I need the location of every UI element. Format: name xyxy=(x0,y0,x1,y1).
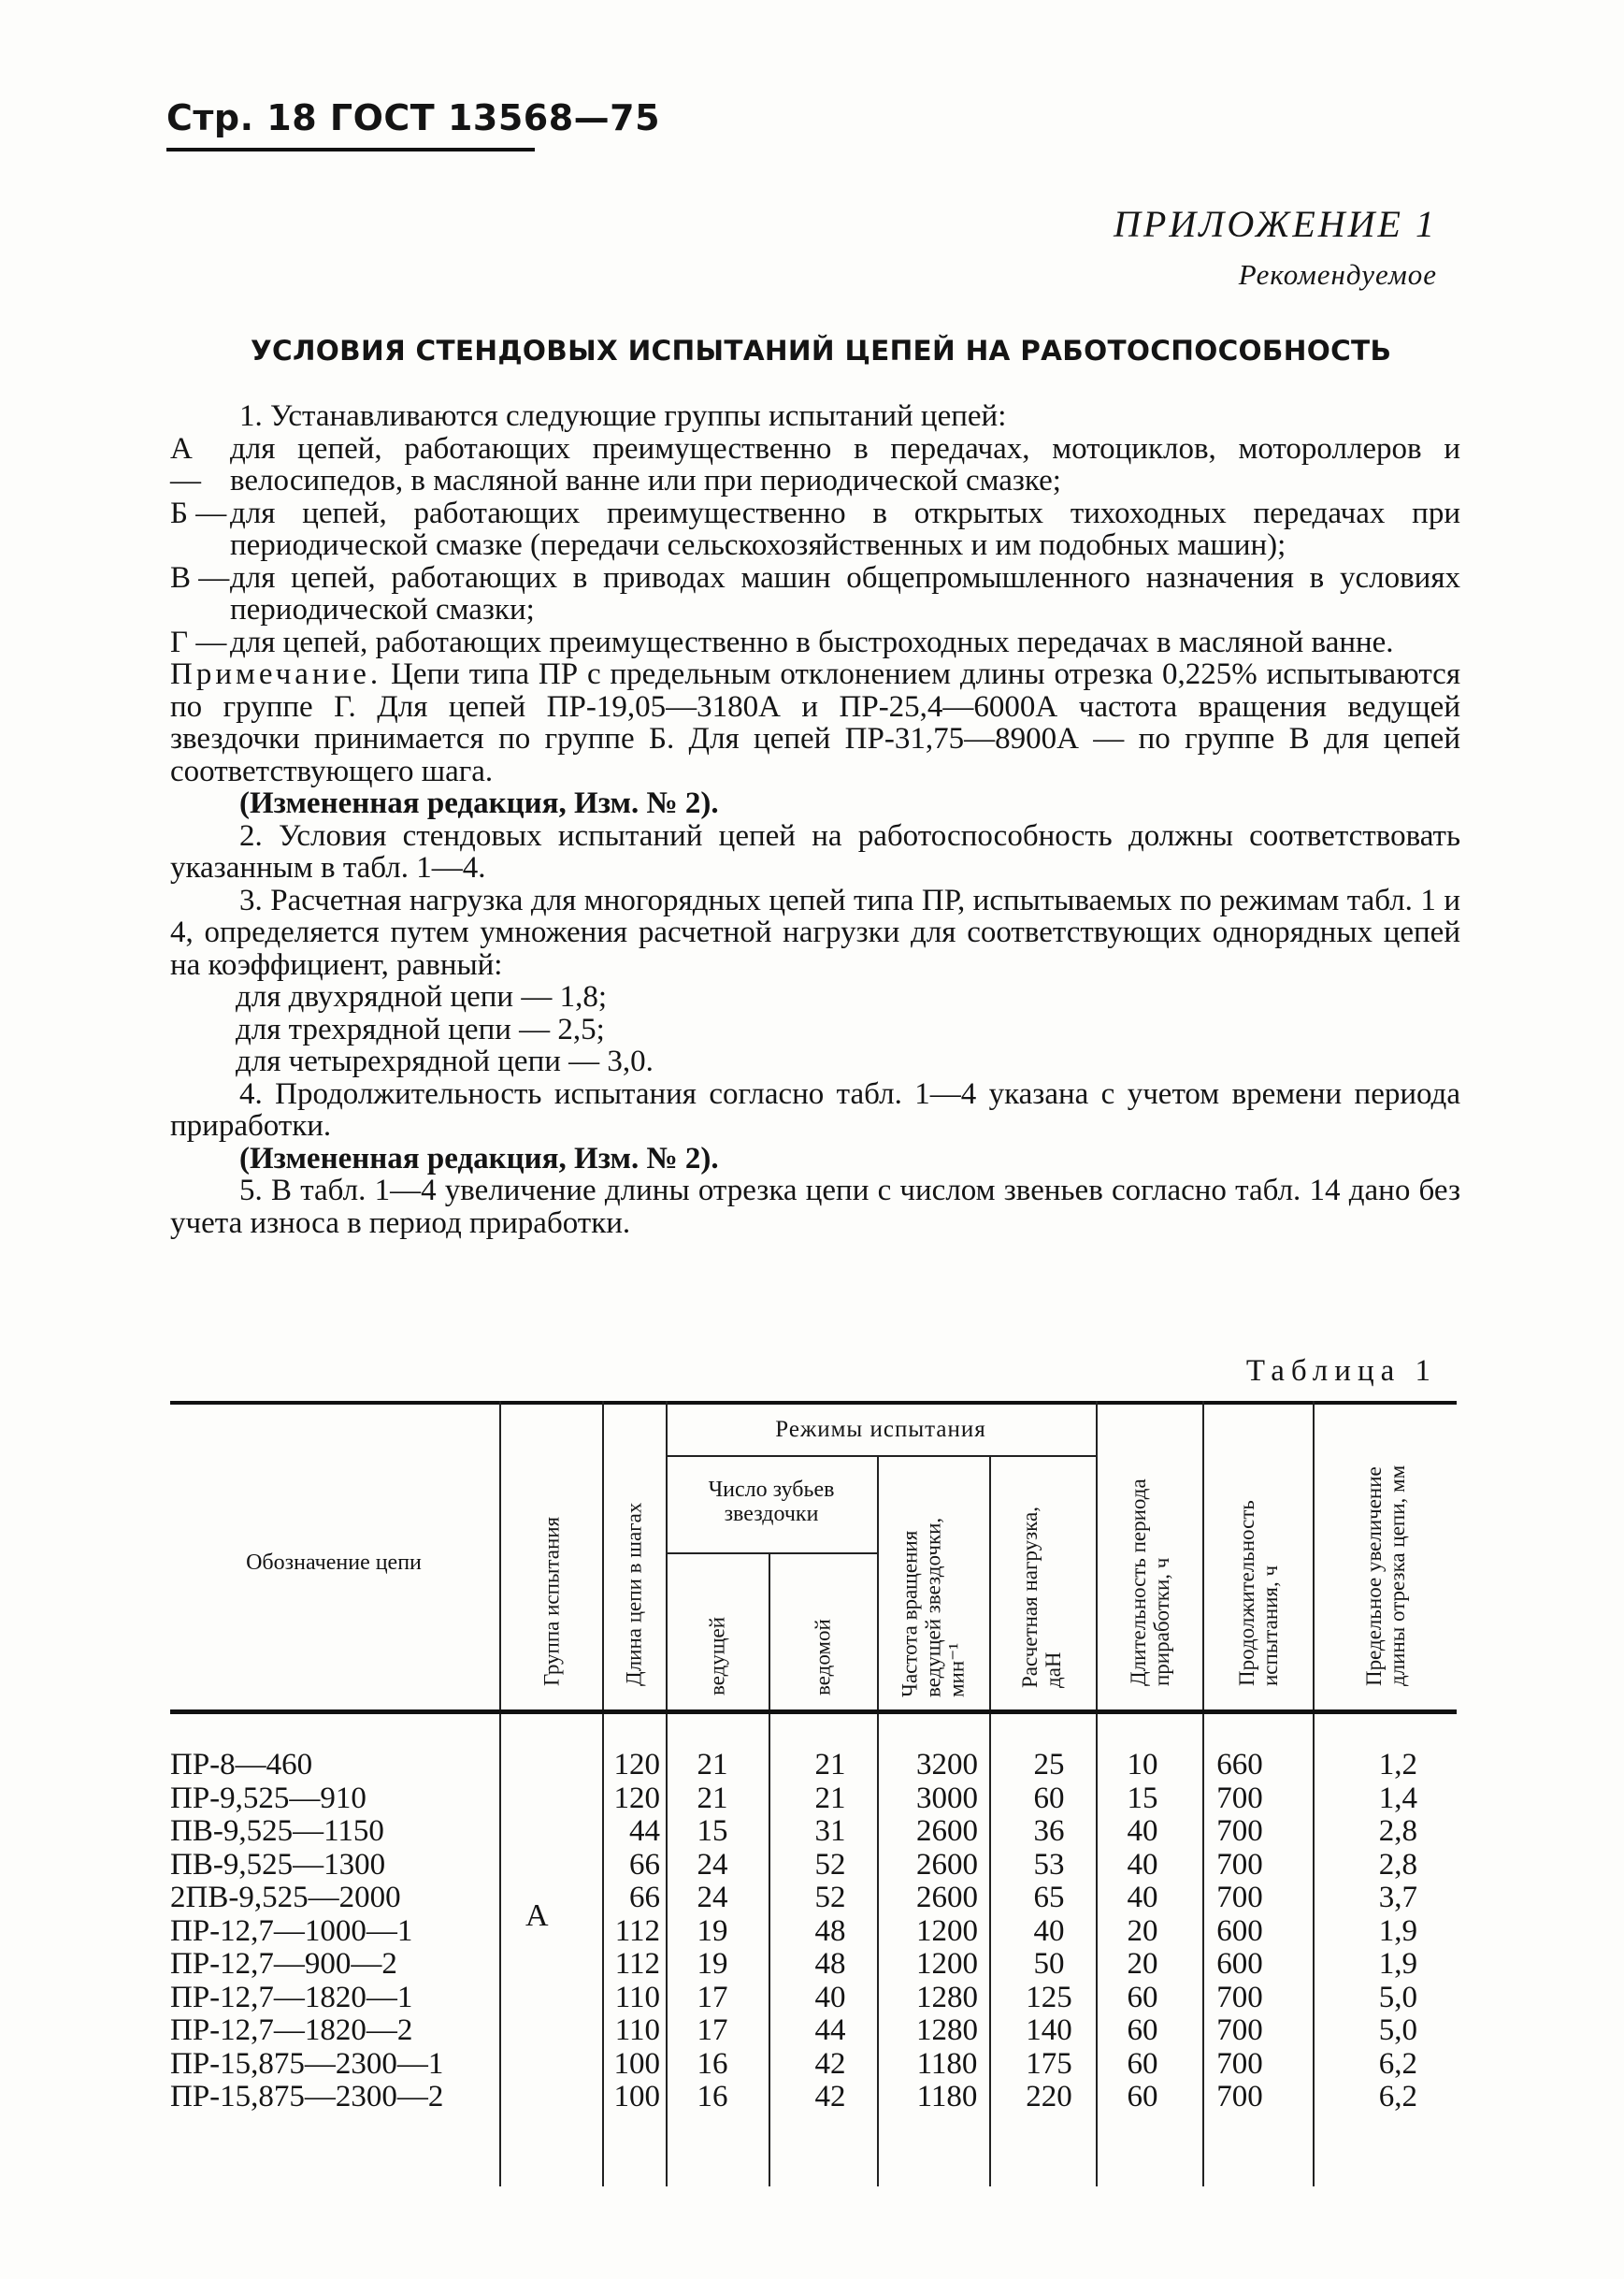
cell-driven-teeth: 44 xyxy=(814,2013,846,2047)
cell-chain-name: ПВ-9,525—1150 xyxy=(170,1814,384,1848)
cell-duration: 700 xyxy=(1216,2046,1263,2081)
group-text: для цепей, работающих преимущественно в передачах, мотоциклов, мотороллеров и велосипедов, в масляной ванне или при периодической смазке; xyxy=(230,431,1460,498)
table-1 xyxy=(170,1401,1457,2205)
cell-load: 65 xyxy=(1033,1881,1065,1914)
cell-length: 120 xyxy=(613,1781,660,1815)
cell-length: 112 xyxy=(614,1913,660,1948)
table-row xyxy=(170,2081,1457,2114)
cell-driven-teeth: 48 xyxy=(814,1947,846,1981)
cell-duration: 700 xyxy=(1216,2080,1263,2113)
amendment-1: (Измененная редакция, Изм. № 2). xyxy=(239,786,719,820)
group-text: для цепей, работающих преимущественно в быстроходных передачах в масляной ванне. xyxy=(230,625,1394,659)
cell-elongation: 5,0 xyxy=(1378,2013,1417,2047)
cell-runin: 20 xyxy=(1127,1913,1158,1948)
cell-load: 50 xyxy=(1033,1947,1065,1981)
table-row xyxy=(170,1882,1457,1915)
table-header-rule xyxy=(170,1709,1457,1714)
note xyxy=(170,658,1460,787)
group-text: для цепей, работающих преимущественно в открытых тихоходных передачах при периодической смазке (передачи сельскохозяйственных и им подобных машин); xyxy=(230,496,1460,562)
page-header: Стр. 18 ГОСТ 13568—75 xyxy=(166,97,661,138)
cell-driven-teeth: 48 xyxy=(814,1913,846,1948)
group-item-b xyxy=(170,498,1460,562)
cell-frequency: 2600 xyxy=(916,1881,978,1914)
cell-runin: 60 xyxy=(1127,1980,1158,2014)
cell-elongation: 1,9 xyxy=(1378,1913,1417,1948)
section-5: 5. В табл. 1—4 увеличение длины отрезка цепи с числом звеньев согласно табл. 14 дано без учета износа в период приработки. xyxy=(170,1174,1460,1240)
cell-duration: 660 xyxy=(1216,1748,1263,1781)
cell-duration: 700 xyxy=(1216,1881,1263,1914)
cell-length: 120 xyxy=(613,1748,660,1781)
appendix-subtitle: Рекомендуемое xyxy=(1238,258,1437,291)
group-item-g xyxy=(170,627,1460,659)
cell-driven-teeth: 42 xyxy=(814,2046,846,2081)
group-letter: Б — xyxy=(170,496,227,530)
cell-driven-teeth: 31 xyxy=(814,1814,846,1848)
header-chain-length: Длина цепи в шагах xyxy=(622,1502,646,1686)
table-row xyxy=(170,1782,1457,1816)
cell-driving-teeth: 19 xyxy=(697,1913,728,1948)
cell-length: 100 xyxy=(613,2046,660,2081)
cell-frequency: 2600 xyxy=(916,1814,978,1848)
table-caption: Таблица 1 xyxy=(1245,1354,1437,1388)
group-text: для цепей, работающих в приводах машин общепромышленного назначения в условиях периодической смазки; xyxy=(230,560,1460,627)
cell-runin: 15 xyxy=(1127,1781,1158,1815)
table-body xyxy=(170,1749,1457,2114)
cell-driven-teeth: 21 xyxy=(814,1748,846,1781)
cell-frequency: 3200 xyxy=(916,1748,978,1781)
table-row xyxy=(170,1915,1457,1949)
cell-load: 140 xyxy=(1026,2013,1072,2047)
header-elongation: Предельное увеличение длины отрезка цепи, мм xyxy=(1362,1464,1409,1686)
cell-driving-teeth: 16 xyxy=(697,2080,728,2113)
coefficient-item: для трехрядной цепи — 2,5; xyxy=(236,1012,605,1046)
cell-length: 44 xyxy=(629,1814,660,1848)
cell-frequency: 1280 xyxy=(916,1980,978,2014)
main-title: УСЛОВИЯ СТЕНДОВЫХ ИСПЫТАНИЙ ЦЕПЕЙ НА РАБОТОСПОСОБНОСТЬ xyxy=(251,335,1392,367)
group-letter: В — xyxy=(170,560,230,595)
header-teeth: Число зубьев звездочки xyxy=(708,1478,835,1526)
group-letter: А — xyxy=(170,431,201,498)
cell-runin: 40 xyxy=(1127,1847,1158,1882)
cell-driving-teeth: 21 xyxy=(697,1781,728,1815)
cell-frequency: 1180 xyxy=(916,2080,978,2113)
cell-load: 220 xyxy=(1026,2080,1072,2113)
cell-driving-teeth: 17 xyxy=(697,1980,728,2014)
cell-runin: 10 xyxy=(1127,1748,1158,1781)
group-a-cell: А xyxy=(525,1898,549,1933)
header-test-group: Группа испытания xyxy=(539,1516,564,1686)
cell-load: 53 xyxy=(1033,1847,1065,1882)
header-driving: ведущей xyxy=(705,1616,729,1695)
header-test-modes: Режимы испытания xyxy=(775,1417,986,1442)
section-4: 4. Продолжительность испытания согласно табл. 1—4 указана с учетом времени периода приработки. xyxy=(170,1076,1460,1143)
cell-runin: 60 xyxy=(1127,2080,1158,2113)
table-row xyxy=(170,1749,1457,1782)
table-top-rule xyxy=(170,1401,1457,1405)
header-runin: Длительность периода приработки, ч xyxy=(1127,1478,1173,1686)
cell-chain-name: ПР-12,7—1820—2 xyxy=(170,2013,413,2047)
cell-driving-teeth: 21 xyxy=(697,1748,728,1781)
section-3: 3. Расчетная нагрузка для многорядных цепей типа ПР, испытываемых по режимам табл. 1 и 4, определяется путем умножения расчетной нагрузки для соответствующих однорядных цепей на коэффициент, равный: xyxy=(170,883,1460,982)
cell-elongation: 6,2 xyxy=(1378,2080,1417,2113)
cell-length: 66 xyxy=(629,1881,660,1914)
cell-elongation: 1,9 xyxy=(1378,1947,1417,1981)
cell-load: 175 xyxy=(1026,2046,1072,2081)
cell-load: 36 xyxy=(1033,1814,1065,1848)
cell-driving-teeth: 24 xyxy=(697,1847,728,1882)
cell-duration: 600 xyxy=(1216,1947,1263,1981)
note-text: Цепи типа ПР с предельным отклонением длины отрезка 0,225% испытываются по группе Г. Для цепей ПР-19,05—3180А и ПР-25,4—6000А частота вращения ведущей звездочки принимается по группе Б. Для цепей ПР-31,75—8900А — по группе В для цепей соответствующего шага. xyxy=(170,657,1460,788)
cell-elongation: 6,2 xyxy=(1378,2046,1417,2081)
header-frequency: Частота вращения ведущей звездочки, мин⁻¹ xyxy=(898,1517,969,1697)
note-label: Примечание. xyxy=(170,657,382,691)
header-load: Расчетная нагрузка, даН xyxy=(1018,1507,1065,1688)
header-duration: Продолжительность испытания, ч xyxy=(1235,1500,1282,1686)
cell-driven-teeth: 52 xyxy=(814,1881,846,1914)
cell-frequency: 1200 xyxy=(916,1913,978,1948)
cell-frequency: 1200 xyxy=(916,1947,978,1981)
cell-chain-name: ПР-9,525—910 xyxy=(170,1781,366,1815)
cell-frequency: 1280 xyxy=(916,2013,978,2047)
cell-driving-teeth: 19 xyxy=(697,1947,728,1981)
cell-driven-teeth: 52 xyxy=(814,1847,846,1882)
appendix-title: ПРИЛОЖЕНИЕ 1 xyxy=(1114,203,1437,245)
cell-runin: 60 xyxy=(1127,2013,1158,2047)
cell-frequency: 1180 xyxy=(916,2046,978,2081)
section-2: 2. Условия стендовых испытаний цепей на работоспособность должны соответствовать указанным в табл. 1—4. xyxy=(170,818,1460,885)
cell-driving-teeth: 24 xyxy=(697,1881,728,1914)
cell-duration: 700 xyxy=(1216,1980,1263,2014)
cell-chain-name: ПР-15,875—2300—1 xyxy=(170,2046,444,2081)
group-item-a xyxy=(170,433,1460,498)
cell-duration: 700 xyxy=(1216,2013,1263,2047)
amendment-2: (Измененная редакция, Изм. № 2). xyxy=(239,1141,719,1176)
cell-runin: 20 xyxy=(1127,1947,1158,1981)
cell-driving-teeth: 16 xyxy=(697,2046,728,2081)
cell-chain-name: ПР-12,7—900—2 xyxy=(170,1947,397,1981)
table-row xyxy=(170,2048,1457,2082)
header-divider xyxy=(666,1552,877,1554)
cell-runin: 40 xyxy=(1127,1814,1158,1848)
cell-load: 125 xyxy=(1026,1980,1072,2014)
cell-elongation: 5,0 xyxy=(1378,1980,1417,2014)
table-row xyxy=(170,1948,1457,1982)
cell-elongation: 3,7 xyxy=(1378,1881,1417,1914)
coefficient-item: для двухрядной цепи — 1,8; xyxy=(236,980,608,1014)
cell-elongation: 2,8 xyxy=(1378,1814,1417,1848)
cell-length: 66 xyxy=(629,1847,660,1882)
header-chain-designation: Обозначение цепи xyxy=(246,1551,422,1575)
coefficient-list xyxy=(170,981,1460,1078)
cell-driving-teeth: 15 xyxy=(697,1814,728,1848)
cell-chain-name: ПР-15,875—2300—2 xyxy=(170,2080,444,2113)
cell-chain-name: ПР-12,7—1000—1 xyxy=(170,1913,413,1948)
coefficient-item: для четырехрядной цепи — 3,0. xyxy=(236,1045,654,1078)
cell-length: 110 xyxy=(614,2013,660,2047)
cell-length: 110 xyxy=(614,1980,660,2014)
table-row xyxy=(170,1849,1457,1882)
table-row xyxy=(170,1982,1457,2015)
cell-elongation: 1,4 xyxy=(1378,1781,1417,1815)
cell-driven-teeth: 42 xyxy=(814,2080,846,2113)
group-letter: Г — xyxy=(170,625,227,659)
cell-chain-name: ПР-8—460 xyxy=(170,1748,313,1781)
header-rule xyxy=(166,148,535,151)
cell-frequency: 2600 xyxy=(916,1847,978,1882)
group-item-v xyxy=(170,562,1460,627)
header-divider xyxy=(666,1455,1096,1457)
cell-duration: 700 xyxy=(1216,1781,1263,1815)
cell-chain-name: 2ПВ-9,525—2000 xyxy=(170,1881,401,1914)
cell-elongation: 1,2 xyxy=(1378,1748,1417,1781)
cell-load: 40 xyxy=(1033,1913,1065,1948)
header-driven: ведомой xyxy=(811,1619,835,1695)
table-row xyxy=(170,1815,1457,1849)
cell-chain-name: ПВ-9,525—1300 xyxy=(170,1847,386,1882)
cell-duration: 600 xyxy=(1216,1913,1263,1948)
cell-duration: 700 xyxy=(1216,1814,1263,1848)
cell-length: 100 xyxy=(613,2080,660,2113)
cell-driven-teeth: 40 xyxy=(814,1980,846,2014)
cell-driving-teeth: 17 xyxy=(697,2013,728,2047)
cell-chain-name: ПР-12,7—1820—1 xyxy=(170,1980,413,2014)
section-1-intro: 1. Устанавливаются следующие группы испытаний цепей: xyxy=(239,399,1007,433)
body-text xyxy=(170,400,1460,1239)
cell-elongation: 2,8 xyxy=(1378,1847,1417,1882)
table-row xyxy=(170,2014,1457,2048)
cell-driven-teeth: 21 xyxy=(814,1781,846,1815)
cell-runin: 60 xyxy=(1127,2046,1158,2081)
cell-load: 25 xyxy=(1033,1748,1065,1781)
cell-load: 60 xyxy=(1033,1781,1065,1815)
cell-runin: 40 xyxy=(1127,1881,1158,1914)
cell-frequency: 3000 xyxy=(916,1781,978,1815)
cell-duration: 700 xyxy=(1216,1847,1263,1882)
cell-length: 112 xyxy=(614,1947,660,1981)
